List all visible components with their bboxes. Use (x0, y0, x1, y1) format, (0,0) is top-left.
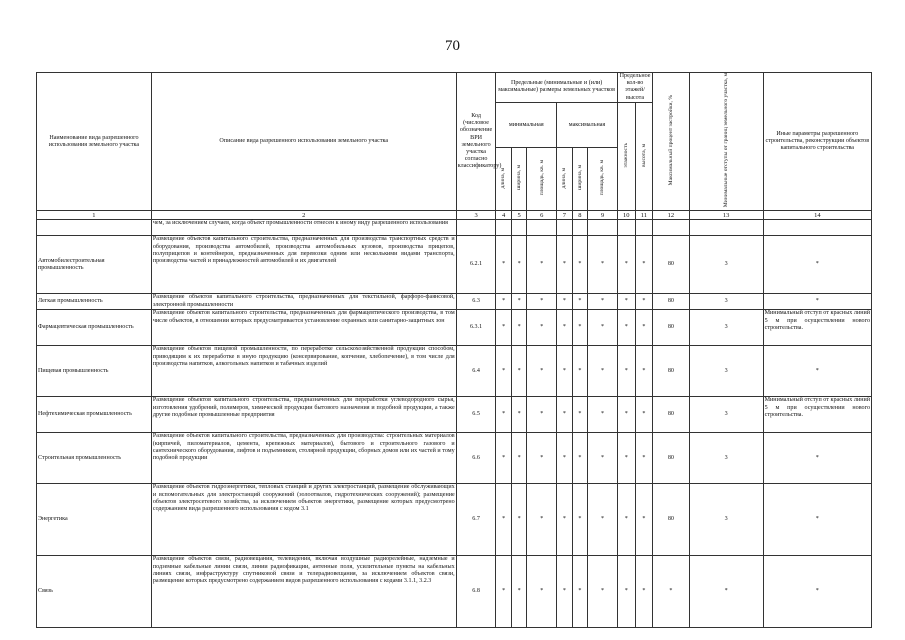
param-value: * (572, 556, 587, 628)
vri-name: Строительная промышленность (37, 433, 152, 484)
table-row (37, 433, 872, 484)
param-value: * (511, 484, 526, 556)
other-params: * (763, 484, 871, 556)
header-floors: этажность (617, 102, 635, 211)
param-value: * (511, 310, 526, 346)
param-value: * (572, 346, 587, 397)
land-use-table (36, 72, 872, 628)
param-value: * (527, 433, 557, 484)
param-value: * (572, 310, 587, 346)
table-row (37, 556, 872, 628)
min-setback: 3 (689, 294, 763, 310)
vri-description: Размещение объектов пищевой промышленности, по переработке сельскохозяйственной продукции способом, приводящим к их переработке в иную продукцию (консервирование, копчение, хлебопечение), в том числе для производства напитков, алкогольных напитков и табачных изделий (151, 346, 456, 397)
param-value: * (572, 484, 587, 556)
param-value: * (557, 556, 572, 628)
param-value: * (511, 294, 526, 310)
param-value: * (527, 556, 557, 628)
header-vri-name: Наименование вида разрешенного использования земельного участка (37, 73, 152, 211)
param-value: * (496, 294, 511, 310)
param-value: * (511, 397, 526, 433)
other-params: * (763, 236, 871, 294)
header-min-area: площадь, кв. м (527, 148, 557, 211)
header-height: высота, м (635, 102, 653, 211)
table-row (37, 397, 872, 433)
continuation-text: чем, за исключением случаев, когда объект промышленности отнесен к иному виду разрешенного использования (151, 220, 456, 236)
table-row (37, 310, 872, 346)
param-value: * (588, 346, 618, 397)
vri-description: Размещение объектов капитального строительства, предназначенных для переработки углеводородного сырья, изготовления удобрений, полимеров, химической продукции бытового назначения и подобной продукции, а также другие подобные промышленные предприятия (151, 397, 456, 433)
param-value: * (511, 556, 526, 628)
vri-code: 6.5 (456, 397, 496, 433)
param-value: * (557, 346, 572, 397)
vri-code: 6.2.1 (456, 236, 496, 294)
other-params: * (763, 294, 871, 310)
other-params: Минимальный отступ от красных линий 5 м при осуществлении нового строительства. (763, 310, 871, 346)
header-plot-dimensions: Предельные (минимальные и (или) максимальные) размеры земельных участков (496, 73, 617, 103)
param-value: * (511, 346, 526, 397)
param-value: * (572, 397, 587, 433)
max-building-percent: * (653, 556, 689, 628)
param-value: * (635, 556, 653, 628)
param-value: * (557, 397, 572, 433)
param-value: * (617, 236, 635, 294)
vri-description: Размещение объектов гидроэнергетики, тепловых станций и других электростанций, размещение обслуживающих и вспомогательных для электростанций сооружений (золоотвалов, гидротехнических сооружений); размещение объектов электросетевого хозяйства, за исключением объектов энергетики, размещение которых предусмотрено содержанием вида разрешенного использования с кодом 3.1 (151, 484, 456, 556)
min-setback: 3 (689, 236, 763, 294)
param-value: * (496, 236, 511, 294)
vri-name: Автомобилестроительная промышленность (37, 236, 152, 294)
header-vri-code: Код (числовое обозначение ВРИ земельного участка согласно классификатору) (456, 73, 496, 211)
vri-code: 6.3 (456, 294, 496, 310)
param-value: * (557, 310, 572, 346)
param-value: * (496, 310, 511, 346)
vri-code: 6.4 (456, 346, 496, 397)
param-value: * (635, 433, 653, 484)
header-vri-description: Описание вида разрешенного использования земельного участка (151, 73, 456, 211)
param-value: * (496, 484, 511, 556)
vri-description: Размещение объектов капитального строительства, предназначенных для фармацевтического производства, в том числе объектов, в отношении которых предусматривается установление охранных или санитарно-защитных зон (151, 310, 456, 346)
param-value: * (617, 484, 635, 556)
min-setback: * (689, 556, 763, 628)
vri-code: 6.3.1 (456, 310, 496, 346)
header-max-area: площадь, кв. м (588, 148, 618, 211)
param-value: * (635, 397, 653, 433)
param-value: * (588, 397, 618, 433)
header-max-length: длина, м (557, 148, 572, 211)
param-value: * (527, 397, 557, 433)
vri-name: Энергетика (37, 484, 152, 556)
param-value: * (572, 294, 587, 310)
table-row (37, 236, 872, 294)
param-value: * (588, 310, 618, 346)
max-building-percent: 80 (653, 310, 689, 346)
vri-name: Нефтехимическая промышленность (37, 397, 152, 433)
header-min-length: длина, м (496, 148, 511, 211)
param-value: * (635, 310, 653, 346)
table-row (37, 294, 872, 310)
header-maximum: максимальная (557, 102, 618, 148)
param-value: * (557, 433, 572, 484)
header-floors-height: Предельное кол-во этажей/высота (617, 73, 652, 103)
other-params: Минимальный отступ от красных линий 5 м при осуществлении нового строительства. (763, 397, 871, 433)
header-max-width: ширина, м (572, 148, 587, 211)
max-building-percent: 80 (653, 236, 689, 294)
vri-code: 6.8 (456, 556, 496, 628)
param-value: * (527, 346, 557, 397)
param-value: * (572, 236, 587, 294)
param-value: * (496, 556, 511, 628)
page-number: 70 (445, 38, 460, 54)
max-building-percent: 80 (653, 484, 689, 556)
table-row (37, 484, 872, 556)
other-params: * (763, 346, 871, 397)
param-value: * (527, 310, 557, 346)
param-value: * (588, 433, 618, 484)
vri-description: Размещение объектов капитального строительства, предназначенных для производства транспортных средств и оборудования, производства автомобилей, производства автомобильных кузовов, производства прицепов, полуприцепов и контейнеров, предназначенных для перевозки одним или несколькими видами транспорта, производства частей и принадлежностей автомобилей и их двигателей (151, 236, 456, 294)
header-minimum: минимальная (496, 102, 557, 148)
param-value: * (635, 294, 653, 310)
continuation-row (37, 220, 872, 236)
param-value: * (588, 556, 618, 628)
param-value: * (557, 236, 572, 294)
param-value: * (527, 236, 557, 294)
vri-name: Связь (37, 556, 152, 628)
param-value: * (635, 236, 653, 294)
other-params: * (763, 433, 871, 484)
header-other-params: Иные параметры разрешенного строительства, реконструкции объектов капитального строительства (763, 73, 871, 211)
param-value: * (572, 433, 587, 484)
param-value: * (527, 294, 557, 310)
header-max-building-percent: Максимальный процент застройки, % (653, 73, 689, 211)
header-min-width: ширина, м (511, 148, 526, 211)
param-value: * (617, 346, 635, 397)
param-value: * (588, 236, 618, 294)
param-value: * (617, 433, 635, 484)
vri-description: Размещение объектов капитального строительства, предназначенных для текстильной, фарфоро-фаянсовой, электронной промышленности (151, 294, 456, 310)
min-setback: 3 (689, 346, 763, 397)
vri-name: Фармацевтическая промышленность (37, 310, 152, 346)
param-value: * (557, 294, 572, 310)
param-value: * (511, 236, 526, 294)
param-value: * (617, 310, 635, 346)
param-value: * (635, 484, 653, 556)
table-row (37, 346, 872, 397)
max-building-percent: 80 (653, 397, 689, 433)
max-building-percent: 80 (653, 346, 689, 397)
param-value: * (557, 484, 572, 556)
vri-name: Пищевая промышленность (37, 346, 152, 397)
min-setback: 3 (689, 310, 763, 346)
param-value: * (617, 556, 635, 628)
other-params: * (763, 556, 871, 628)
param-value: * (588, 294, 618, 310)
column-number-row: 1 2 3 4 5 6 7 8 9 10 11 12 13 14 (37, 211, 872, 220)
vri-name: Легкая промышленность (37, 294, 152, 310)
header-min-setbacks: Минимальные отступы от границ земельного участка, м (689, 73, 763, 211)
param-value: * (617, 397, 635, 433)
min-setback: 3 (689, 397, 763, 433)
param-value: * (617, 294, 635, 310)
min-setback: 3 (689, 433, 763, 484)
param-value: * (527, 484, 557, 556)
vri-code: 6.6 (456, 433, 496, 484)
param-value: * (496, 397, 511, 433)
param-value: * (496, 433, 511, 484)
min-setback: 3 (689, 484, 763, 556)
vri-code: 6.7 (456, 484, 496, 556)
param-value: * (511, 433, 526, 484)
vri-description: Размещение объектов капитального строительства, предназначенных для производства: строительных материалов (кирпичей, пиломатериалов, цемента, крепежных материалов), бытового и строительного газового и сантехнического оборудования, лифтов и подъемников, столярной продукции, сборных домов или их частей и тому подобной продукции (151, 433, 456, 484)
vri-description: Размещение объектов связи, радиовещания, телевидения, включая воздушные радиорелейные, надземные и подземные кабельные линии связи, линии радиофикации, антенные поля, усилительные пункты на кабельных линиях связи, инфраструктуру спутниковой связи и телерадиовещания, за исключением объектов связи, размещение которых предусмотрено содержанием видов разрешенного использования с кодами 3.1.1, 3.2.3 (151, 556, 456, 628)
param-value: * (496, 346, 511, 397)
max-building-percent: 80 (653, 433, 689, 484)
max-building-percent: 80 (653, 294, 689, 310)
param-value: * (635, 346, 653, 397)
param-value: * (588, 484, 618, 556)
